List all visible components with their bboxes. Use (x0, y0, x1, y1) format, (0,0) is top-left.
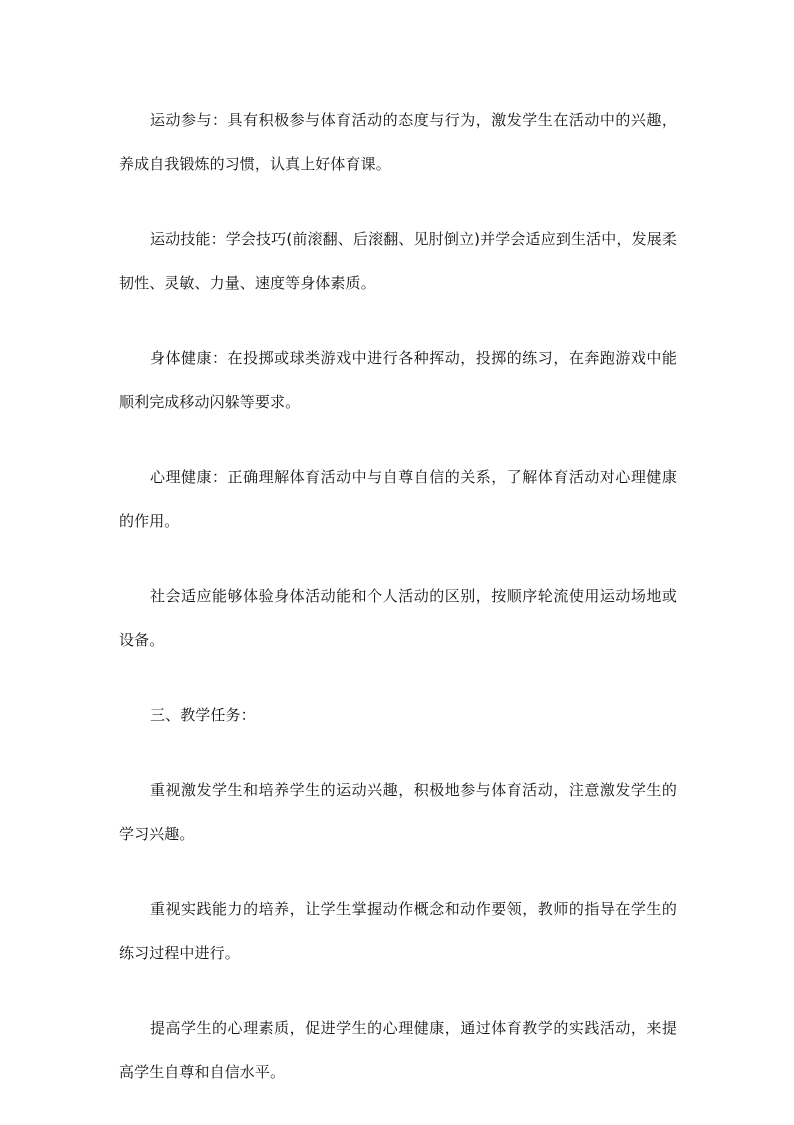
paragraph-physical-health: 身体健康：在投掷或球类游戏中进行各种挥动，投掷的练习，在奔跑游戏中能顺利完成移动闪躲等要求。 (119, 349, 677, 411)
paragraph-sports-skills: 运动技能：学会技巧(前滚翻、后滚翻、见肘倒立)并学会适应到生活中，发展柔韧性、灵敏、力量、速度等身体素质。 (119, 230, 677, 292)
paragraph-sports-participation: 运动参与：具有积极参与体育活动的态度与行为，激发学生在活动中的兴趣，养成自我锻炼的习惯，认真上好体育课。 (119, 111, 677, 173)
paragraph-task-practice: 重视实践能力的培养，让学生掌握动作概念和动作要领，教师的指导在学生的练习过程中进行。 (119, 900, 677, 962)
paragraph-mental-health: 心理健康：正确理解体育活动中与自尊自信的关系，了解体育活动对心理健康的作用。 (119, 468, 677, 530)
paragraph-task-interest: 重视激发学生和培养学生的运动兴趣，积极地参与体育活动，注意激发学生的学习兴趣。 (119, 781, 677, 843)
section-heading-teaching-tasks: 三、教学任务： (150, 706, 256, 724)
paragraph-task-psychology: 提高学生的心理素质，促进学生的心理健康，通过体育教学的实践活动，来提高学生自尊和自信水平。 (119, 1019, 677, 1081)
paragraph-social-adaptation: 社会适应能够体验身体活动能和个人活动的区别，按顺序轮流使用运动场地或设备。 (119, 587, 677, 649)
document-body (119, 98, 677, 1125)
